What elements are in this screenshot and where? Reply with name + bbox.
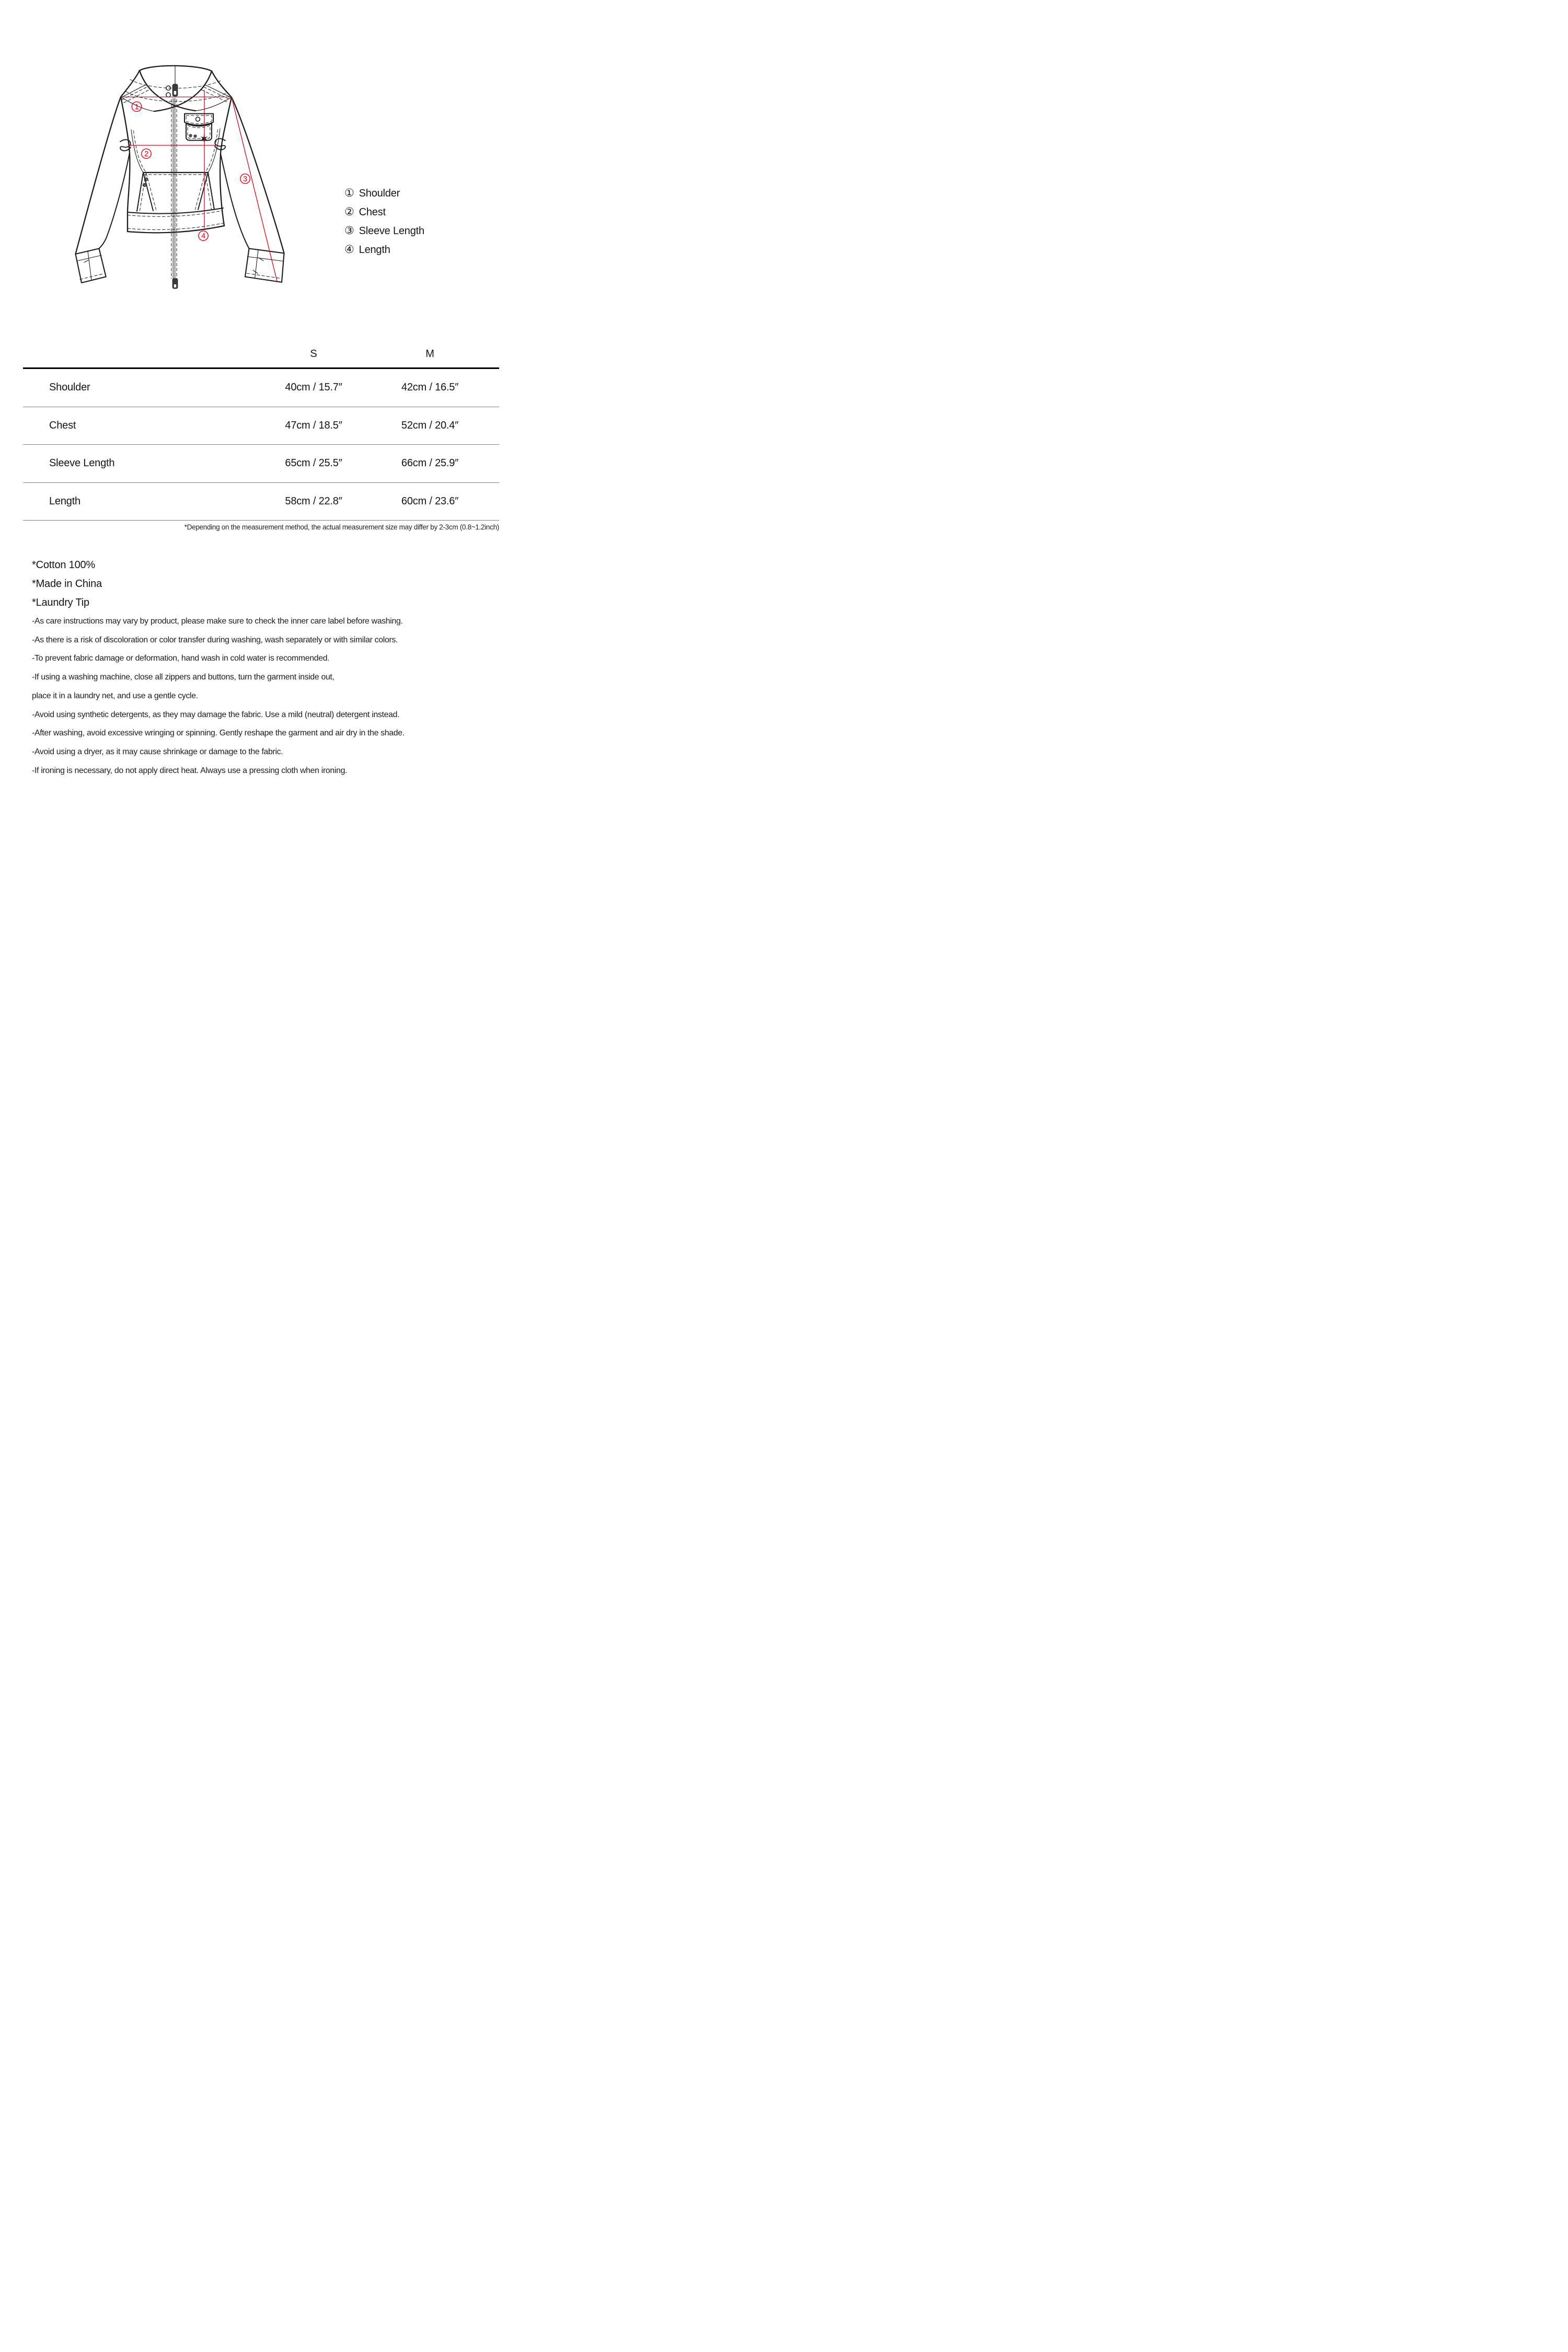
right-sleeve-outer xyxy=(232,97,284,253)
legend-label: Chest xyxy=(359,206,386,218)
table-row-chest xyxy=(23,407,499,445)
laundry-tip-line: -To prevent fabric damage or deformation, hand wash in cold water is recommended. xyxy=(32,654,330,663)
value-s: 65cm / 25.5″ xyxy=(285,457,342,469)
hood-cross-right xyxy=(154,71,212,111)
marker-number-2: 2 xyxy=(144,150,148,158)
measure-line-sleeve xyxy=(232,97,277,282)
table-row-shoulder xyxy=(23,369,499,407)
circled-3-icon: ③ xyxy=(344,225,354,237)
left-cuff xyxy=(76,249,106,283)
laundry-tip-line: place it in a laundry net, and use a gentle cycle. xyxy=(32,691,198,700)
marker-number-1: 1 xyxy=(134,103,139,111)
size-column-s: S xyxy=(310,348,317,360)
info-cotton: *Cotton 100% xyxy=(32,559,96,571)
grommet xyxy=(143,183,146,187)
legend-item-chest xyxy=(344,203,424,222)
info-origin: *Made in China xyxy=(32,578,102,590)
jacket-outline xyxy=(76,66,284,283)
circled-4-icon: ④ xyxy=(344,244,354,256)
hem-bottom xyxy=(128,226,224,233)
measurement-disclaimer: *Depending on the measurement method, the actual measurement size may differ by 2-3cm (0.8~1.2inch) xyxy=(184,523,499,531)
value-m: 42cm / 16.5″ xyxy=(401,382,459,394)
laundry-tip-line: -If using a washing machine, close all zippers and buttons, turn the garment inside out, xyxy=(32,673,335,682)
right-sleeve-inner xyxy=(221,154,249,249)
value-s: 40cm / 15.7″ xyxy=(285,382,342,394)
marker-number-3: 3 xyxy=(243,175,247,183)
right-cuff xyxy=(245,249,284,283)
pocket-flap-button xyxy=(196,117,200,121)
circled-1-icon: ① xyxy=(344,187,354,199)
legend-label: Shoulder xyxy=(359,188,400,199)
legend-item-length xyxy=(344,240,424,259)
collar-snap-button xyxy=(166,93,170,97)
row-label: Length xyxy=(49,495,80,507)
circled-2-icon: ② xyxy=(344,206,354,218)
laundry-tip-line: -As there is a risk of discoloration or color transfer during washing, wash separately or with similar colors. xyxy=(32,635,398,644)
measurement-legend xyxy=(344,184,424,259)
table-row-length xyxy=(23,483,499,521)
value-s: 58cm / 22.8″ xyxy=(285,495,342,507)
laundry-tip-line: -After washing, avoid excessive wringing or spinning. Gently reshape the garment and air dry in the shade. xyxy=(32,729,405,738)
marker-number-4: 4 xyxy=(201,232,205,240)
left-sleeve-outer xyxy=(76,97,121,255)
row-label: Chest xyxy=(49,419,76,431)
legend-item-sleeve-length xyxy=(344,222,424,240)
size-table-header xyxy=(23,327,499,369)
laundry-tip-line: -As care instructions may vary by product, please make sure to check the inner care label before washing. xyxy=(32,617,403,626)
value-m: 66cm / 25.9″ xyxy=(401,457,459,469)
garment-flat-sketch xyxy=(66,57,302,293)
kangaroo-pocket-openings xyxy=(143,172,208,211)
info-laundry-tip-title: *Laundry Tip xyxy=(32,597,89,608)
legend-item-shoulder xyxy=(344,184,424,203)
size-table xyxy=(23,327,499,521)
table-row-sleeve-length xyxy=(23,445,499,483)
body-left-seam xyxy=(121,97,130,232)
value-m: 60cm / 23.6″ xyxy=(401,495,459,507)
zipper-tape xyxy=(173,98,175,279)
left-sleeve-inner xyxy=(99,153,130,249)
row-label: Sleeve Length xyxy=(49,457,115,469)
stitching-dashes xyxy=(80,79,281,280)
laundry-tip-line: -Avoid using synthetic detergents, as they may damage the fabric. Use a mild (neutral) detergent instead. xyxy=(32,710,400,719)
product-info xyxy=(32,556,405,780)
value-s: 47cm / 18.5″ xyxy=(285,419,342,431)
size-column-m: M xyxy=(425,348,434,360)
legend-label: Length xyxy=(359,244,390,256)
legend-label: Sleeve Length xyxy=(359,225,424,237)
laundry-tip-line: -If ironing is necessary, do not apply direct heat. Always use a pressing cloth when ironing. xyxy=(32,766,348,775)
value-m: 52cm / 20.4″ xyxy=(401,419,459,431)
laundry-tip-line: -Avoid using a dryer, as it may cause shrinkage or damage to the fabric. xyxy=(32,747,283,756)
row-label: Shoulder xyxy=(49,382,90,394)
